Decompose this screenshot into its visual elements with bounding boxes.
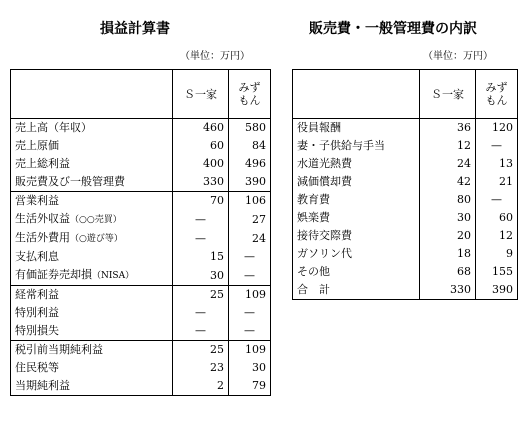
row-label-text: 役員報酬 (297, 121, 341, 134)
right-unit-label: （単位：万円） (423, 51, 493, 62)
value-mizumon: 155 (476, 263, 518, 281)
row-label (11, 210, 173, 229)
sga-row (293, 209, 518, 227)
row-label (11, 173, 173, 192)
row-label (293, 209, 420, 227)
value-s-family: 30 (173, 266, 229, 286)
column-header-s-family: Ｓ一家 (173, 70, 229, 119)
column-header-s-family: Ｓ一家 (420, 70, 476, 119)
row-label (11, 192, 173, 211)
value-mizumon: 390 (476, 281, 518, 300)
value-mizumon: 390 (229, 173, 271, 192)
value-s-family: 25 (173, 341, 229, 360)
value-mizumon: 79 (229, 377, 271, 396)
value-s-family: 460 (173, 119, 229, 138)
row-label (11, 286, 173, 305)
header-blank (293, 70, 420, 119)
row-label-text: 生活外収益 (15, 212, 70, 225)
value-mizumon: 9 (476, 245, 518, 263)
income-statement-row (11, 229, 271, 248)
value-s-family: 36 (420, 119, 476, 138)
row-label (11, 341, 173, 360)
row-label-text: 水道光熱費 (297, 157, 352, 170)
income-statement-row (11, 248, 271, 266)
value-s-family: 12 (420, 137, 476, 155)
income-statement-row (11, 173, 271, 192)
income-statement-row (11, 119, 271, 138)
row-label (293, 191, 420, 209)
row-label (11, 248, 173, 266)
row-label (293, 263, 420, 281)
row-label (11, 377, 173, 396)
value-s-family: — (173, 322, 229, 341)
left-table-title: 損益計算書 (100, 21, 170, 37)
row-label-text: 教育費 (297, 193, 330, 206)
income-statement-table (10, 69, 271, 396)
table-header-row (11, 70, 271, 119)
table-header-row (293, 70, 518, 119)
row-label (11, 304, 173, 322)
column-header-mizumon (229, 70, 271, 119)
row-label-text: 接待交際費 (297, 229, 352, 242)
value-mizumon: 580 (229, 119, 271, 138)
row-label-text: 合 計 (297, 283, 330, 296)
row-label (11, 155, 173, 173)
income-statement-row (11, 341, 271, 360)
sga-row (293, 263, 518, 281)
row-label (293, 245, 420, 263)
value-mizumon: 24 (229, 229, 271, 248)
value-s-family: — (173, 229, 229, 248)
income-statement-row (11, 210, 271, 229)
right-table-title: 販売費・一般管理費の内訳 (309, 21, 477, 37)
income-statement-row (11, 377, 271, 396)
row-label-text: 当期純利益 (15, 379, 70, 392)
row-label-text: 売上原価 (15, 139, 59, 152)
value-mizumon: 12 (476, 227, 518, 245)
sga-row (293, 245, 518, 263)
income-statement-row (11, 286, 271, 305)
income-statement-row (11, 322, 271, 341)
header-blank (11, 70, 173, 119)
value-mizumon: — (476, 191, 518, 209)
row-label-text: 減価償却費 (297, 175, 352, 188)
value-mizumon: — (229, 322, 271, 341)
value-s-family: 23 (173, 359, 229, 377)
income-statement-row (11, 137, 271, 155)
row-label (11, 137, 173, 155)
value-mizumon: 106 (229, 192, 271, 211)
row-label-text: 支払利息 (15, 250, 59, 263)
value-s-family: — (173, 210, 229, 229)
value-s-family: 20 (420, 227, 476, 245)
row-label (293, 227, 420, 245)
row-label-text: 税引前当期純利益 (15, 343, 103, 356)
column-header-mizumon (476, 70, 518, 119)
value-s-family: 330 (420, 281, 476, 300)
income-statement-row (11, 192, 271, 211)
value-s-family: 70 (173, 192, 229, 211)
value-mizumon: 60 (476, 209, 518, 227)
value-s-family: 42 (420, 173, 476, 191)
row-label (11, 229, 173, 248)
row-label-text: 特別損失 (15, 324, 59, 337)
left-unit-label: （単位：万円） (180, 51, 250, 62)
sga-breakdown-table (292, 69, 518, 300)
value-s-family: 60 (173, 137, 229, 155)
sga-row (293, 119, 518, 138)
value-mizumon: 120 (476, 119, 518, 138)
income-statement-row (11, 359, 271, 377)
row-label (293, 155, 420, 173)
row-label (293, 281, 420, 300)
row-label-note: （○○売買） (70, 215, 122, 225)
value-mizumon: — (476, 137, 518, 155)
value-s-family: 400 (173, 155, 229, 173)
row-label (293, 137, 420, 155)
row-label-text: その他 (297, 265, 330, 278)
row-label-text: 売上高（年収） (15, 121, 92, 134)
value-s-family: 2 (173, 377, 229, 396)
sga-row (293, 281, 518, 300)
value-mizumon: 84 (229, 137, 271, 155)
row-label-text: 有価証券売却損 (15, 268, 92, 281)
row-label-text: 営業利益 (15, 194, 59, 207)
row-label-text: 生活外費用 (15, 231, 70, 244)
row-label-text: 経常利益 (15, 288, 59, 301)
value-mizumon: 109 (229, 286, 271, 305)
row-label-text: 妻・子供給与手当 (297, 139, 385, 152)
value-mizumon: 27 (229, 210, 271, 229)
row-label (293, 173, 420, 191)
sga-row (293, 137, 518, 155)
sga-row (293, 155, 518, 173)
sga-row (293, 191, 518, 209)
column-header-mizumon-text: みず もん (238, 81, 261, 107)
value-mizumon: 30 (229, 359, 271, 377)
row-label (293, 119, 420, 138)
value-s-family: 68 (420, 263, 476, 281)
income-statement-row (11, 266, 271, 286)
row-label (11, 119, 173, 138)
row-label-text: 売上総利益 (15, 157, 70, 170)
row-label-note: （NISA） (92, 271, 135, 281)
value-s-family: 15 (173, 248, 229, 266)
value-s-family: — (173, 304, 229, 322)
value-s-family: 18 (420, 245, 476, 263)
value-mizumon: — (229, 266, 271, 286)
row-label-text: 娯楽費 (297, 211, 330, 224)
row-label (11, 266, 173, 286)
column-header-mizumon-text: みず もん (485, 81, 508, 107)
value-mizumon: — (229, 304, 271, 322)
value-s-family: 80 (420, 191, 476, 209)
row-label-note: （○遊び等） (70, 234, 123, 244)
row-label-text: 販売費及び一般管理費 (15, 175, 125, 188)
value-mizumon: — (229, 248, 271, 266)
value-mizumon: 109 (229, 341, 271, 360)
value-s-family: 330 (173, 173, 229, 192)
value-mizumon: 13 (476, 155, 518, 173)
income-statement-row (11, 304, 271, 322)
row-label-text: 特別利益 (15, 306, 59, 319)
value-s-family: 30 (420, 209, 476, 227)
income-statement-row (11, 155, 271, 173)
value-s-family: 24 (420, 155, 476, 173)
sga-row (293, 173, 518, 191)
row-label (11, 322, 173, 341)
value-mizumon: 21 (476, 173, 518, 191)
sga-row (293, 227, 518, 245)
row-label-text: 住民税等 (15, 361, 59, 374)
row-label (11, 359, 173, 377)
value-mizumon: 496 (229, 155, 271, 173)
row-label-text: ガソリン代 (297, 247, 352, 260)
value-s-family: 25 (173, 286, 229, 305)
